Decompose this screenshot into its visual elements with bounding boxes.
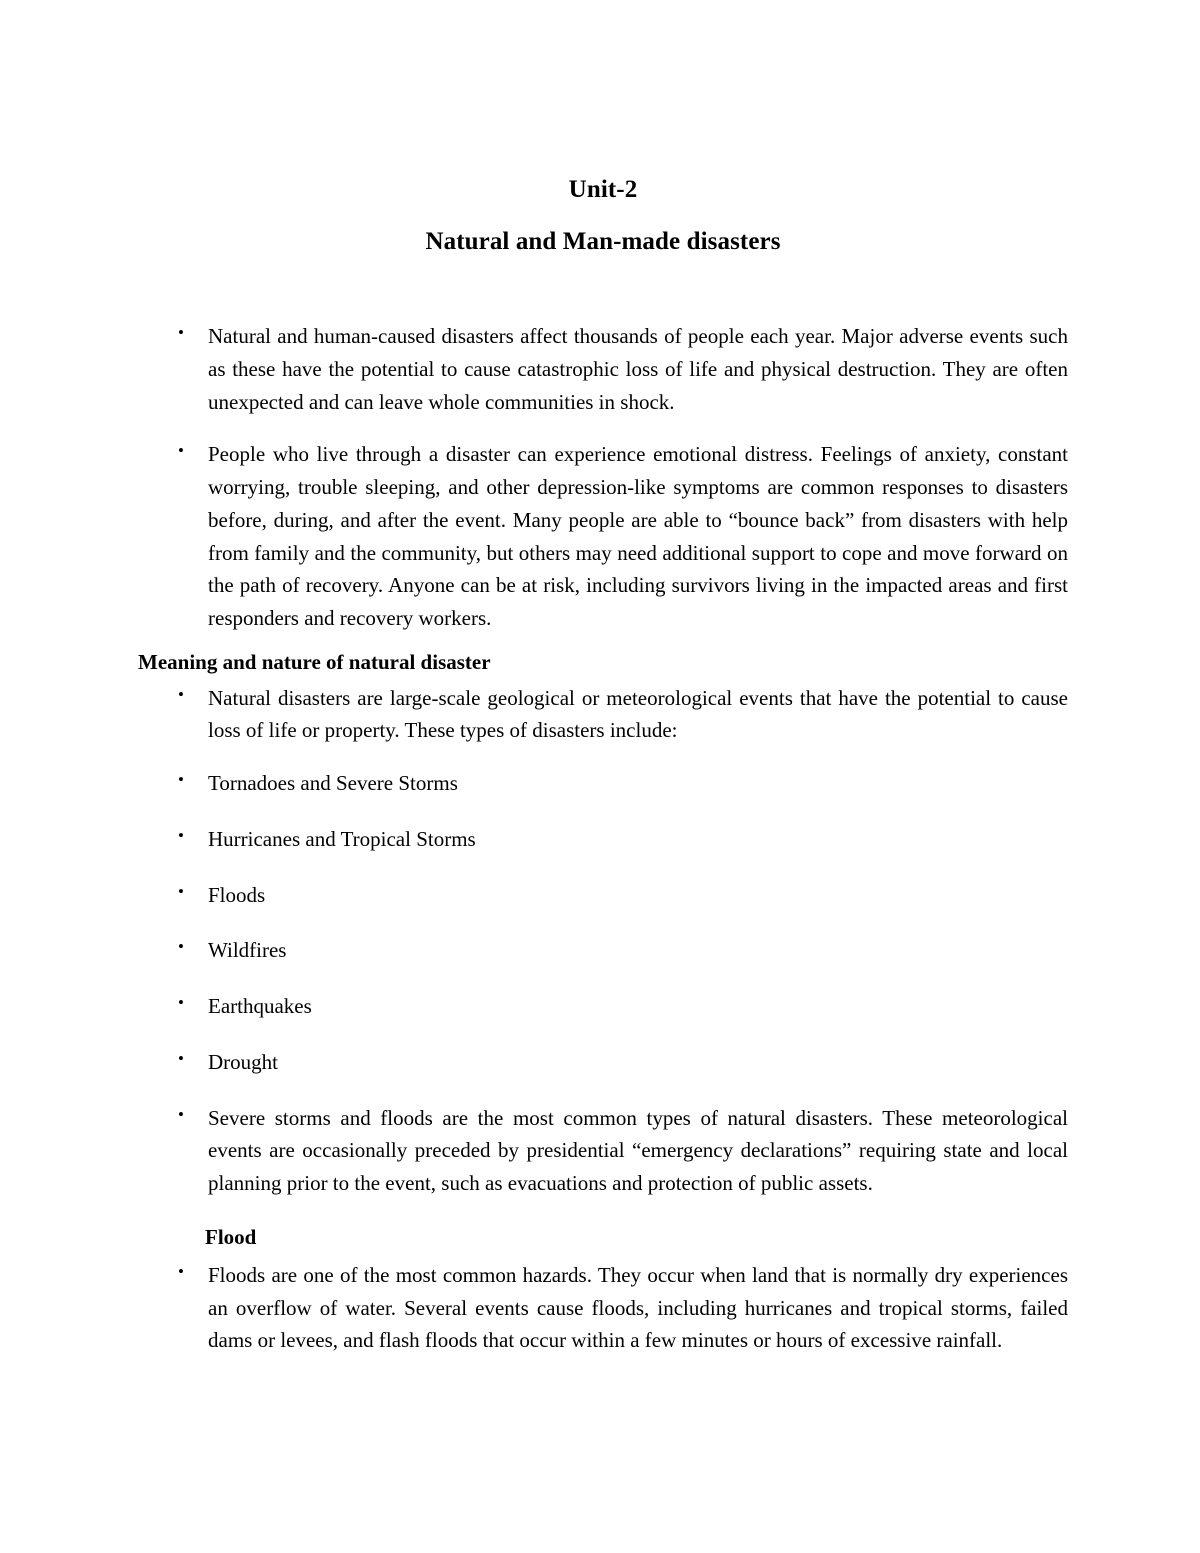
list-item: • People who live through a disaster can experience emotional distress. Feelings of anxiety, constant worrying, trouble sleeping, and other depression-like symptoms are common responses to disasters before, during, and after the event. Many people are able to “bounce back” from disasters with help from family and the community, but others may need additional support to cope and move forward on the path of recovery. Anyone can be at risk, including survivors living in the impacted areas and first responders and recovery workers. [138, 438, 1068, 635]
flood-bullet-list [138, 1259, 1068, 1357]
document-title-line-1: Unit-2 [568, 176, 638, 203]
list-item: • Drought [138, 1046, 1068, 1079]
document-body [138, 320, 1068, 1357]
list-item: • Natural and human-caused disasters affect thousands of people each year. Major adverse events such as these have the potential to cause catastrophic loss of life and physical destruction. They are often unexpected and can leave whole communities in shock. [138, 320, 1068, 418]
list-item: • Floods [138, 879, 1068, 912]
list-item: • Natural disasters are large-scale geological or meteorological events that have the potential to cause loss of life or property. These types of disasters include: [138, 682, 1068, 748]
list-item: • Earthquakes [138, 990, 1068, 1023]
intro-bullet-list [138, 320, 1068, 635]
document-title-line-2: Natural and Man-made disasters [425, 228, 781, 255]
meaning-bullet-list [138, 682, 1068, 1200]
list-item: • Hurricanes and Tropical Storms [138, 823, 1068, 856]
list-item: • Tornadoes and Severe Storms [138, 767, 1068, 800]
section-heading-flood: Flood [205, 1224, 257, 1249]
list-item: • Floods are one of the most common hazards. They occur when land that is normally dry experiences an overflow of water. Several events cause floods, including hurricanes and tropical storms, failed dams or levees, and flash floods that occur within a few minutes or hours of excessive rainfall. [138, 1259, 1068, 1357]
section-heading-meaning: Meaning and nature of natural disaster [138, 649, 491, 674]
list-item: • Severe storms and floods are the most common types of natural disasters. These meteorological events are occasionally preceded by presidential “emergency declarations” requiring state and local planning prior to the event, such as evacuations and protection of public assets. [138, 1102, 1068, 1200]
list-item: • Wildfires [138, 934, 1068, 967]
